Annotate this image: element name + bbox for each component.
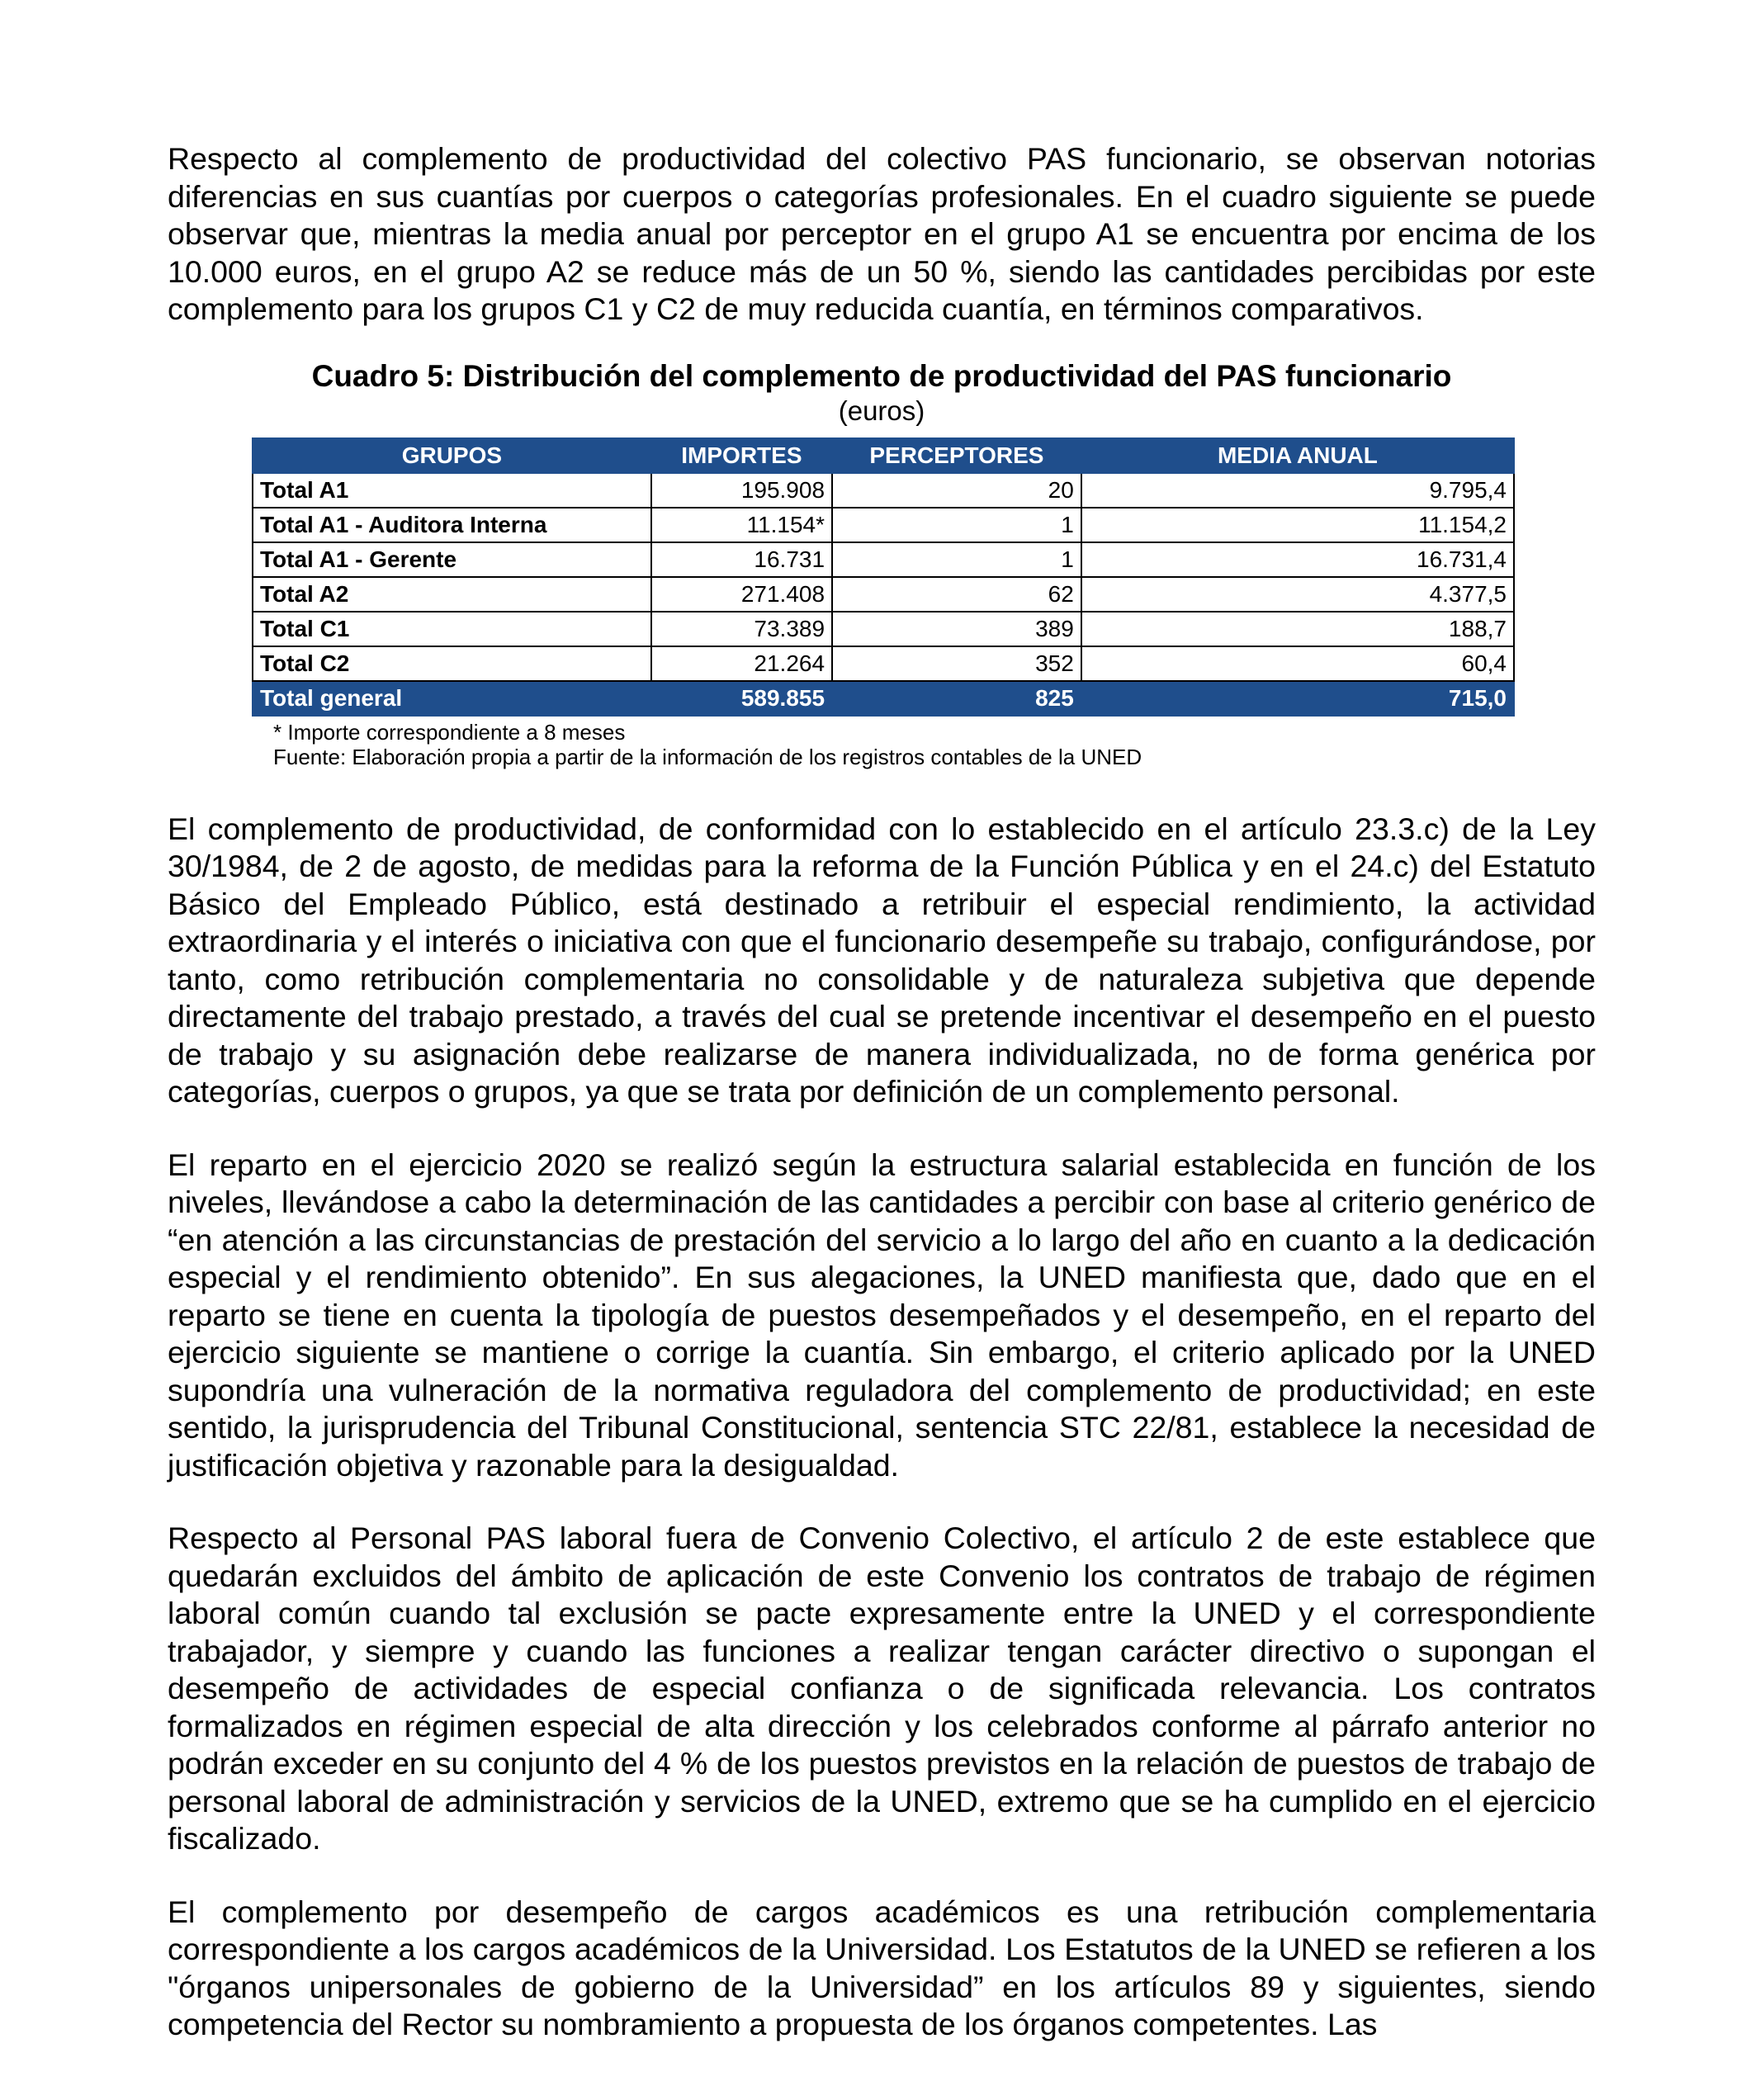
cell-grupo: Total A1 bbox=[253, 473, 651, 508]
table-notes bbox=[273, 720, 1596, 769]
cell-importe: 16.731 bbox=[651, 542, 832, 577]
total-label: Total general bbox=[253, 681, 651, 716]
total-importe: 589.855 bbox=[651, 681, 832, 716]
total-perceptores: 825 bbox=[832, 681, 1081, 716]
cell-grupo: Total C2 bbox=[253, 646, 651, 681]
table-row bbox=[253, 508, 1514, 542]
document-page bbox=[168, 140, 1596, 2044]
cell-perceptores: 389 bbox=[832, 612, 1081, 646]
cell-grupo: Total C1 bbox=[253, 612, 651, 646]
total-media: 715,0 bbox=[1081, 681, 1514, 716]
table-header-row bbox=[253, 438, 1514, 473]
productivity-table bbox=[252, 438, 1515, 717]
header-grupos: GRUPOS bbox=[253, 438, 651, 473]
paragraph-4: Respecto al Personal PAS laboral fuera de Convenio Colectivo, el artículo 2 de este establece que quedarán excluidos del ámbito de aplicación de este Convenio los contratos de trabajo de régimen laboral común cuando tal exclusión se pacte expresamente entre la UNED y el correspondiente trabajador, y siempre y cuando las funciones a realizar tengan carácter directivo o supongan el desempeño de actividades de especial confianza o de significada relevancia. Los contratos formalizados en régimen especial de alta dirección y los celebrados conforme al párrafo anterior no podrán exceder en su conjunto del 4 % de los puestos previstos en la relación de puestos de trabajo de personal laboral de administración y servicios de la UNED, extremo que se ha cumplido en el ejercicio fiscalizado. bbox=[168, 1521, 1596, 1856]
header-perceptores: PERCEPTORES bbox=[832, 438, 1081, 473]
header-importes: IMPORTES bbox=[651, 438, 832, 473]
cell-perceptores: 20 bbox=[832, 473, 1081, 508]
cell-perceptores: 1 bbox=[832, 542, 1081, 577]
cell-importe: 11.154* bbox=[651, 508, 832, 542]
cell-importe: 195.908 bbox=[651, 473, 832, 508]
paragraph-1: Respecto al complemento de productividad del colectivo PAS funcionario, se observan notorias diferencias en sus cuantías por cuerpos o categorías profesionales. En el cuadro siguiente se puede observar que, mientras la media anual por perceptor en el grupo A1 se encuentra por encima de los 10.000 euros, en el grupo A2 se reduce más de un 50 %, siendo las cantidades percibidas por este complemento para los grupos C1 y C2 de muy reducida cuantía, en términos comparativos. bbox=[168, 141, 1596, 326]
cell-grupo: Total A1 - Gerente bbox=[253, 542, 651, 577]
table-total-row bbox=[253, 681, 1514, 716]
header-media-anual: MEDIA ANUAL bbox=[1081, 438, 1514, 473]
cell-perceptores: 352 bbox=[832, 646, 1081, 681]
cell-grupo: Total A2 bbox=[253, 577, 651, 612]
table-source: Fuente: Elaboración propia a partir de la información de los registros contables de la UNED bbox=[273, 744, 1142, 769]
cell-perceptores: 62 bbox=[832, 577, 1081, 612]
table-unit: (euros) bbox=[838, 395, 925, 426]
paragraph-5: El complemento por desempeño de cargos académicos es una retribución complementaria correspondiente a los cargos académicos de la Universidad. Los Estatutos de la UNED se refieren a los "órganos unipersonales de gobierno de la Universidad” en los artículos 89 y siguientes, siendo competencia del Rector su nombramiento a propuesta de los órganos competentes. Las bbox=[168, 1894, 1596, 2041]
paragraph-2: El complemento de productividad, de conformidad con lo establecido en el artículo 23.3.c) de la Ley 30/1984, de 2 de agosto, de medidas para la reforma de la Función Pública y en el 24.c) del Estatuto Básico del Empleado Público, está destinado a retribuir el especial rendimiento, la actividad extraordinaria y el interés o iniciativa con que el funcionario desempeñe su trabajo, configurándose, por tanto, como retribución complementaria no consolidable y de naturaleza subjetiva que depende directamente del trabajo prestado, a través del cual se pretende incentivar el desempeño en el puesto de trabajo y su asignación debe realizarse de manera individualizada, no de forma genérica por categorías, cuerpos o grupos, ya que se trata por definición de un complemento personal. bbox=[168, 811, 1596, 1109]
table-row bbox=[253, 473, 1514, 508]
cell-importe: 271.408 bbox=[651, 577, 832, 612]
cell-importe: 73.389 bbox=[651, 612, 832, 646]
cell-media: 60,4 bbox=[1081, 646, 1514, 681]
cell-grupo: Total A1 - Auditora Interna bbox=[253, 508, 651, 542]
cell-perceptores: 1 bbox=[832, 508, 1081, 542]
cell-media: 11.154,2 bbox=[1081, 508, 1514, 542]
table-row bbox=[253, 646, 1514, 681]
table-row bbox=[253, 577, 1514, 612]
cell-importe: 21.264 bbox=[651, 646, 832, 681]
paragraph-3: El reparto en el ejercicio 2020 se realizó según la estructura salarial establecida en función de los niveles, llevándose a cabo la determinación de las cantidades a percibir con base al criterio genérico de “en atención a las circunstancias de prestación del servicio a lo largo del año en cuanto a la dedicación especial y el rendimiento obtenido”. En sus alegaciones, la UNED manifiesta que, dado que en el reparto se tiene en cuenta la tipología de puestos desempeñados y el desempeño, en el reparto del ejercicio siguiente se mantiene o corrige la cuantía. Sin embargo, el criterio aplicado por la UNED supondría una vulneración de la normativa reguladora del complemento de productividad; en este sentido, la jurisprudencia del Tribunal Constitucional, sentencia STC 22/81, establece la necesidad de justificación objetiva y razonable para la desigualdad. bbox=[168, 1147, 1596, 1483]
cell-media: 188,7 bbox=[1081, 612, 1514, 646]
table-caption: Cuadro 5: Distribución del complemento de productividad del PAS funcionario bbox=[311, 358, 1452, 393]
table-row bbox=[253, 612, 1514, 646]
cell-media: 4.377,5 bbox=[1081, 577, 1514, 612]
table-row bbox=[253, 542, 1514, 577]
cell-media: 9.795,4 bbox=[1081, 473, 1514, 508]
cell-media: 16.731,4 bbox=[1081, 542, 1514, 577]
table-footnote: * Importe correspondiente a 8 meses bbox=[273, 719, 626, 745]
